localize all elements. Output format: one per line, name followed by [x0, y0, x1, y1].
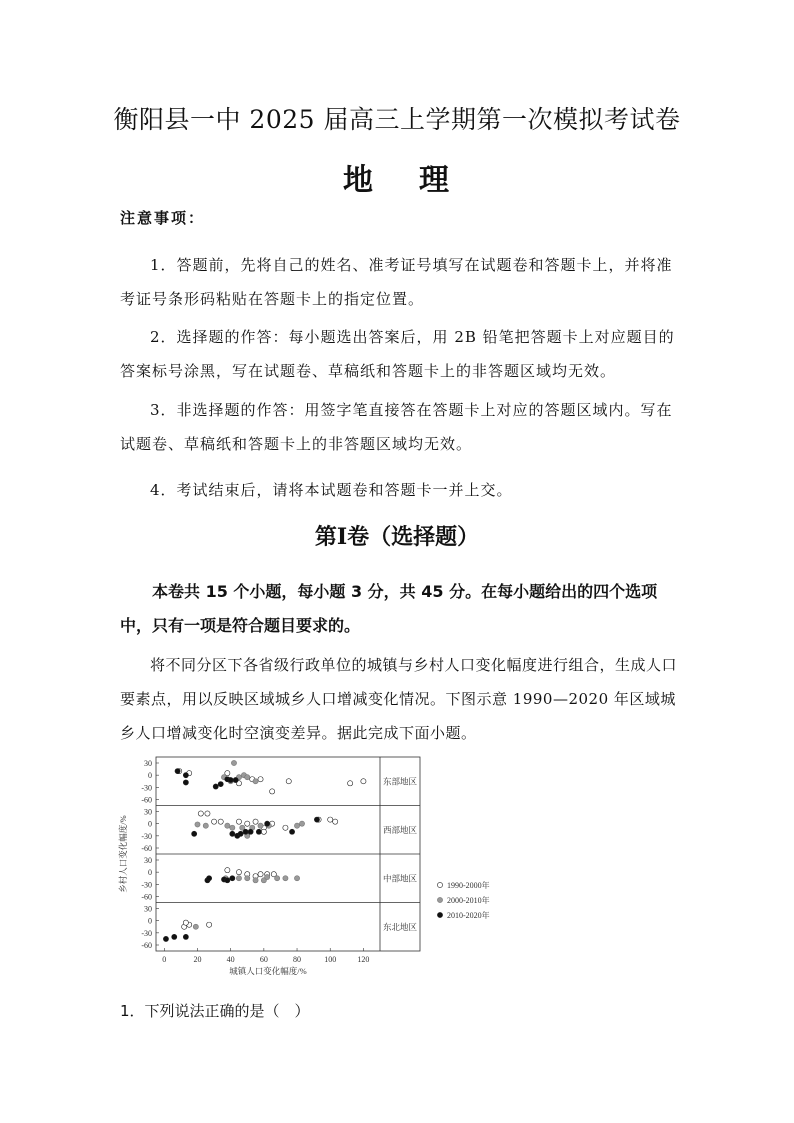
y-tick-label: -60 — [141, 941, 152, 950]
x-tick-label: 80 — [293, 955, 302, 964]
data-point — [236, 819, 241, 824]
y-tick-label: -60 — [141, 844, 152, 853]
legend-label: 2000-2010年 — [447, 896, 490, 905]
data-point — [328, 817, 333, 822]
y-tick-label: 30 — [144, 807, 152, 817]
section-title: 第Ⅰ卷（选择题） — [314, 524, 480, 550]
panel-label: 东部地区 — [382, 776, 418, 787]
data-point — [283, 825, 288, 830]
y-tick-label: -60 — [141, 892, 152, 902]
y-tick-label: -30 — [141, 928, 152, 938]
data-point — [245, 821, 250, 826]
data-point — [294, 876, 299, 881]
question-intro: 将不同分区下各省级行政单位的城镇与乡村人口变化幅度进行组合，生成人口要素点，用以反映区域城乡人口增减变化情况。下图示意 1990—2020 年区域城乡人口增减变化时空演变差异。据此完成下面小题。 — [120, 656, 678, 742]
data-point — [183, 920, 188, 925]
legend-label: 1990-2000年 — [447, 881, 490, 890]
legend-label: 2010-2020年 — [447, 911, 490, 920]
data-point — [253, 819, 258, 824]
y-axis-label: 乡村人口变化幅度/% — [118, 815, 128, 893]
y-tick-label: -30 — [141, 880, 152, 890]
data-point — [265, 821, 270, 826]
data-point — [233, 777, 238, 782]
data-point — [238, 831, 243, 836]
exam-title: 衡阳县一中 2025 届高三上学期第一次模拟考试卷 — [113, 105, 681, 134]
y-tick-label: 0 — [148, 819, 152, 829]
data-point — [256, 829, 261, 834]
y-tick-label: -60 — [141, 795, 152, 805]
data-point — [175, 769, 180, 774]
data-point — [206, 876, 211, 881]
data-point — [183, 773, 188, 778]
y-tick-label: 0 — [148, 916, 152, 926]
data-point — [294, 823, 299, 828]
x-tick-label: 100 — [324, 955, 337, 964]
x-tick-label: 0 — [162, 955, 167, 964]
data-point — [211, 819, 216, 824]
notice-item: 1．答题前，先将自己的姓名、准考证号填写在试题卷和答题卡上，并将准考证号条形码粘贴在答题卡上的指定位置。 — [120, 256, 673, 308]
data-point — [205, 811, 210, 816]
legend-marker — [437, 912, 442, 917]
data-point — [258, 872, 263, 877]
data-point — [225, 868, 230, 873]
data-point — [206, 922, 211, 927]
notice-item: 2．选择题的作答：每小题选出答案后，用 2B 铅笔把答题卡上对应题目的答案标号涂黑，写在试题卷、草稿纸和答题卡上的非答题区域均无效。 — [120, 328, 675, 380]
panel-label: 中部地区 — [382, 873, 418, 884]
y-tick-label: 30 — [144, 856, 152, 865]
data-point — [248, 829, 253, 834]
data-point — [299, 821, 304, 826]
data-point — [270, 789, 275, 794]
y-tick-label: 30 — [144, 759, 152, 768]
data-point — [213, 784, 218, 789]
data-point — [283, 876, 288, 881]
data-point — [228, 777, 233, 782]
data-point — [243, 829, 248, 834]
data-point — [231, 760, 236, 765]
data-point — [275, 876, 280, 881]
question-1: 1．下列说法正确的是（ ） — [120, 1002, 310, 1020]
subject-char: 理 — [419, 163, 451, 198]
notice-item: 3．非选择题的作答：用签字笔直接答在答题卡上对应的答题区域内。写在试题卷、草稿纸和答题卡上的非答题区域均无效。 — [120, 401, 673, 453]
x-tick-label: 20 — [193, 955, 202, 964]
data-point — [218, 781, 223, 786]
data-point — [218, 819, 223, 824]
data-point — [258, 823, 263, 828]
data-point — [253, 878, 258, 883]
x-tick-label: 120 — [357, 955, 370, 964]
data-point — [314, 817, 319, 822]
data-point — [261, 829, 266, 834]
y-tick-label: 0 — [148, 868, 152, 878]
data-point — [198, 811, 203, 816]
x-axis-label: 城镇人口变化幅度/% — [229, 966, 307, 976]
data-point — [253, 779, 258, 784]
data-point — [230, 876, 235, 881]
notice-heading: 注意事项： — [120, 209, 206, 227]
data-point — [225, 878, 230, 883]
data-point — [183, 780, 188, 785]
data-point — [193, 924, 198, 929]
data-point — [163, 936, 168, 941]
data-point — [192, 831, 197, 836]
subject-title — [0, 155, 794, 199]
data-point — [348, 781, 353, 786]
data-point — [361, 779, 366, 784]
data-point — [245, 775, 250, 780]
data-point — [236, 870, 241, 875]
data-point — [245, 876, 250, 881]
data-point — [195, 822, 200, 827]
data-point — [183, 934, 188, 939]
data-point — [225, 823, 230, 828]
notice-item: 4．考试结束后，请将本试题卷和答题卡一并上交。 — [150, 481, 513, 499]
y-tick-label: -30 — [141, 783, 152, 793]
data-point — [230, 825, 235, 830]
data-point — [265, 874, 270, 879]
data-point — [289, 829, 294, 834]
scatter-chart — [112, 752, 522, 977]
y-tick-label: 30 — [144, 904, 152, 914]
panel-label: 东北地区 — [382, 921, 418, 932]
y-tick-label: -30 — [141, 831, 152, 841]
legend-marker — [437, 897, 442, 902]
data-point — [230, 831, 235, 836]
data-point — [286, 779, 291, 784]
x-tick-label: 40 — [226, 955, 235, 964]
subject-char: 地 — [343, 163, 375, 198]
legend-marker — [437, 882, 442, 887]
data-point — [258, 777, 263, 782]
data-point — [236, 876, 241, 881]
data-point — [333, 819, 338, 824]
y-tick-label: 0 — [148, 771, 152, 781]
data-point — [172, 934, 177, 939]
section-instruction: 本卷共 15 个小题，每小题 3 分，共 45 分。在每小题给出的四个选项中，只有一项是符合题目要求的。 — [120, 582, 658, 635]
data-point — [203, 823, 208, 828]
panel-label: 西部地区 — [382, 824, 418, 835]
x-tick-label: 60 — [259, 955, 268, 964]
